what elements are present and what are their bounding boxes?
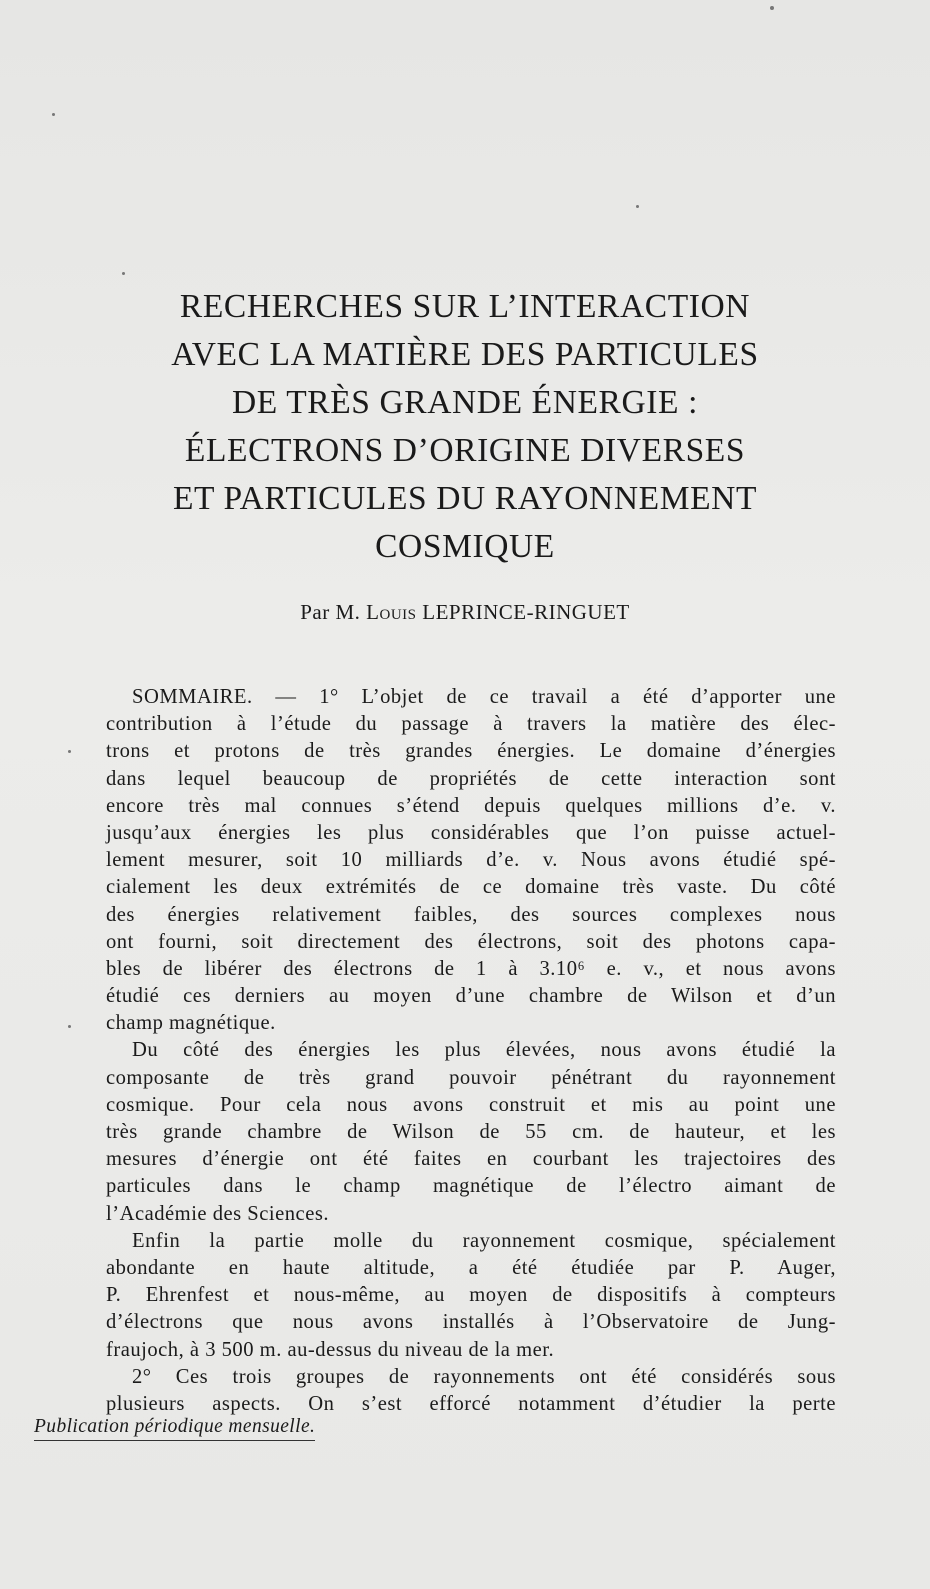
author-prefix: Par M.: [300, 600, 367, 624]
text-line: lement mesurer, soit 10 milliards d’e. v. Nous avons étudié spé-: [106, 849, 836, 872]
footer-note: Publication périodique mensuelle.: [34, 1416, 315, 1441]
article-title: [100, 283, 830, 571]
text-line: composante de très grand pouvoir pénétrant du rayonnement: [106, 1066, 836, 1089]
title-line: RECHERCHES SUR L’INTERACTION: [179, 288, 751, 325]
text-line: des énergies relativement faibles, des sources complexes nous: [106, 903, 836, 926]
text-line: jusqu’aux énergies les plus considérables que l’on puisse actuel-: [106, 821, 836, 844]
text-line: dans lequel beaucoup de propriétés de cette interaction sont: [106, 767, 836, 790]
author-first-name: Louis: [366, 600, 417, 624]
title-line: ET PARTICULES DU RAYONNEMENT: [172, 480, 758, 517]
text-line: mesures d’énergie ont été faites en courbant les trajectoires des: [106, 1148, 836, 1171]
author-line: [100, 600, 830, 625]
text-line: particules dans le champ magnétique de l’électro aimant de: [106, 1175, 836, 1198]
text-line: contribution à l’étude du passage à travers la matière des élec-: [106, 713, 836, 736]
speck: [68, 1025, 71, 1028]
text-line: encore très mal connues s’étend depuis quelques millions d’e. v.: [106, 794, 836, 817]
text-line: Du côté des énergies les plus élevées, nous avons étudié la: [132, 1039, 836, 1062]
title-line: ÉLECTRONS D’ORIGINE DIVERSES: [184, 432, 746, 469]
text-line: bles de libérer des électrons de 1 à 3.10⁶ e. v., et nous avons: [106, 957, 836, 980]
text-line: d’électrons que nous avons installés à l’Observatoire de Jung-: [106, 1311, 836, 1334]
title-line: COSMIQUE: [375, 528, 555, 565]
text-line: Enfin la partie molle du rayonnement cosmique, spécialement: [132, 1229, 836, 1252]
title-line: AVEC LA MATIÈRE DES PARTICULES: [171, 336, 759, 373]
text-line: trons et protons de très grandes énergies. Le domaine d’énergies: [106, 740, 836, 763]
text-line: cosmique. Pour cela nous avons construit et mis au point une: [106, 1093, 836, 1116]
text-line: très grande chambre de Wilson de 55 cm. de hauteur, et les: [106, 1121, 836, 1143]
speck: [68, 750, 71, 753]
text-line: 2° Ces trois groupes de rayonnements ont été considérés sous: [132, 1365, 836, 1388]
author-last-name: LEPRINCE-RINGUET: [416, 600, 630, 624]
text-line: P. Ehrenfest et nous-même, au moyen de dispositifs à compteurs: [106, 1284, 836, 1307]
text-line: fraujoch, à 3 500 m. au-dessus du niveau de la mer.: [106, 1338, 555, 1361]
speck: [770, 6, 774, 10]
text-line: champ magnétique.: [106, 1012, 276, 1035]
text-line: l’Académie des Sciences.: [106, 1202, 329, 1225]
text-line: SOMMAIRE. — 1° L’objet de ce travail a été d’apporter une: [132, 686, 836, 708]
text-line: abondante en haute altitude, a été étudiée par P. Auger,: [106, 1256, 836, 1279]
text-line: ont fourni, soit directement des électrons, soit des photons capa-: [106, 930, 836, 953]
summary-text: [106, 684, 836, 1418]
speck: [52, 113, 55, 116]
title-line: DE TRÈS GRANDE ÉNERGIE :: [231, 384, 698, 421]
speck: [636, 205, 639, 208]
speck: [122, 272, 125, 275]
text-line: plusieurs aspects. On s’est efforcé notamment d’étudier la perte: [106, 1392, 836, 1415]
text-line: étudié ces derniers au moyen d’une chambre de Wilson et d’un: [106, 985, 836, 1008]
text-line: cialement les deux extrémités de ce domaine très vaste. Du côté: [106, 876, 836, 899]
